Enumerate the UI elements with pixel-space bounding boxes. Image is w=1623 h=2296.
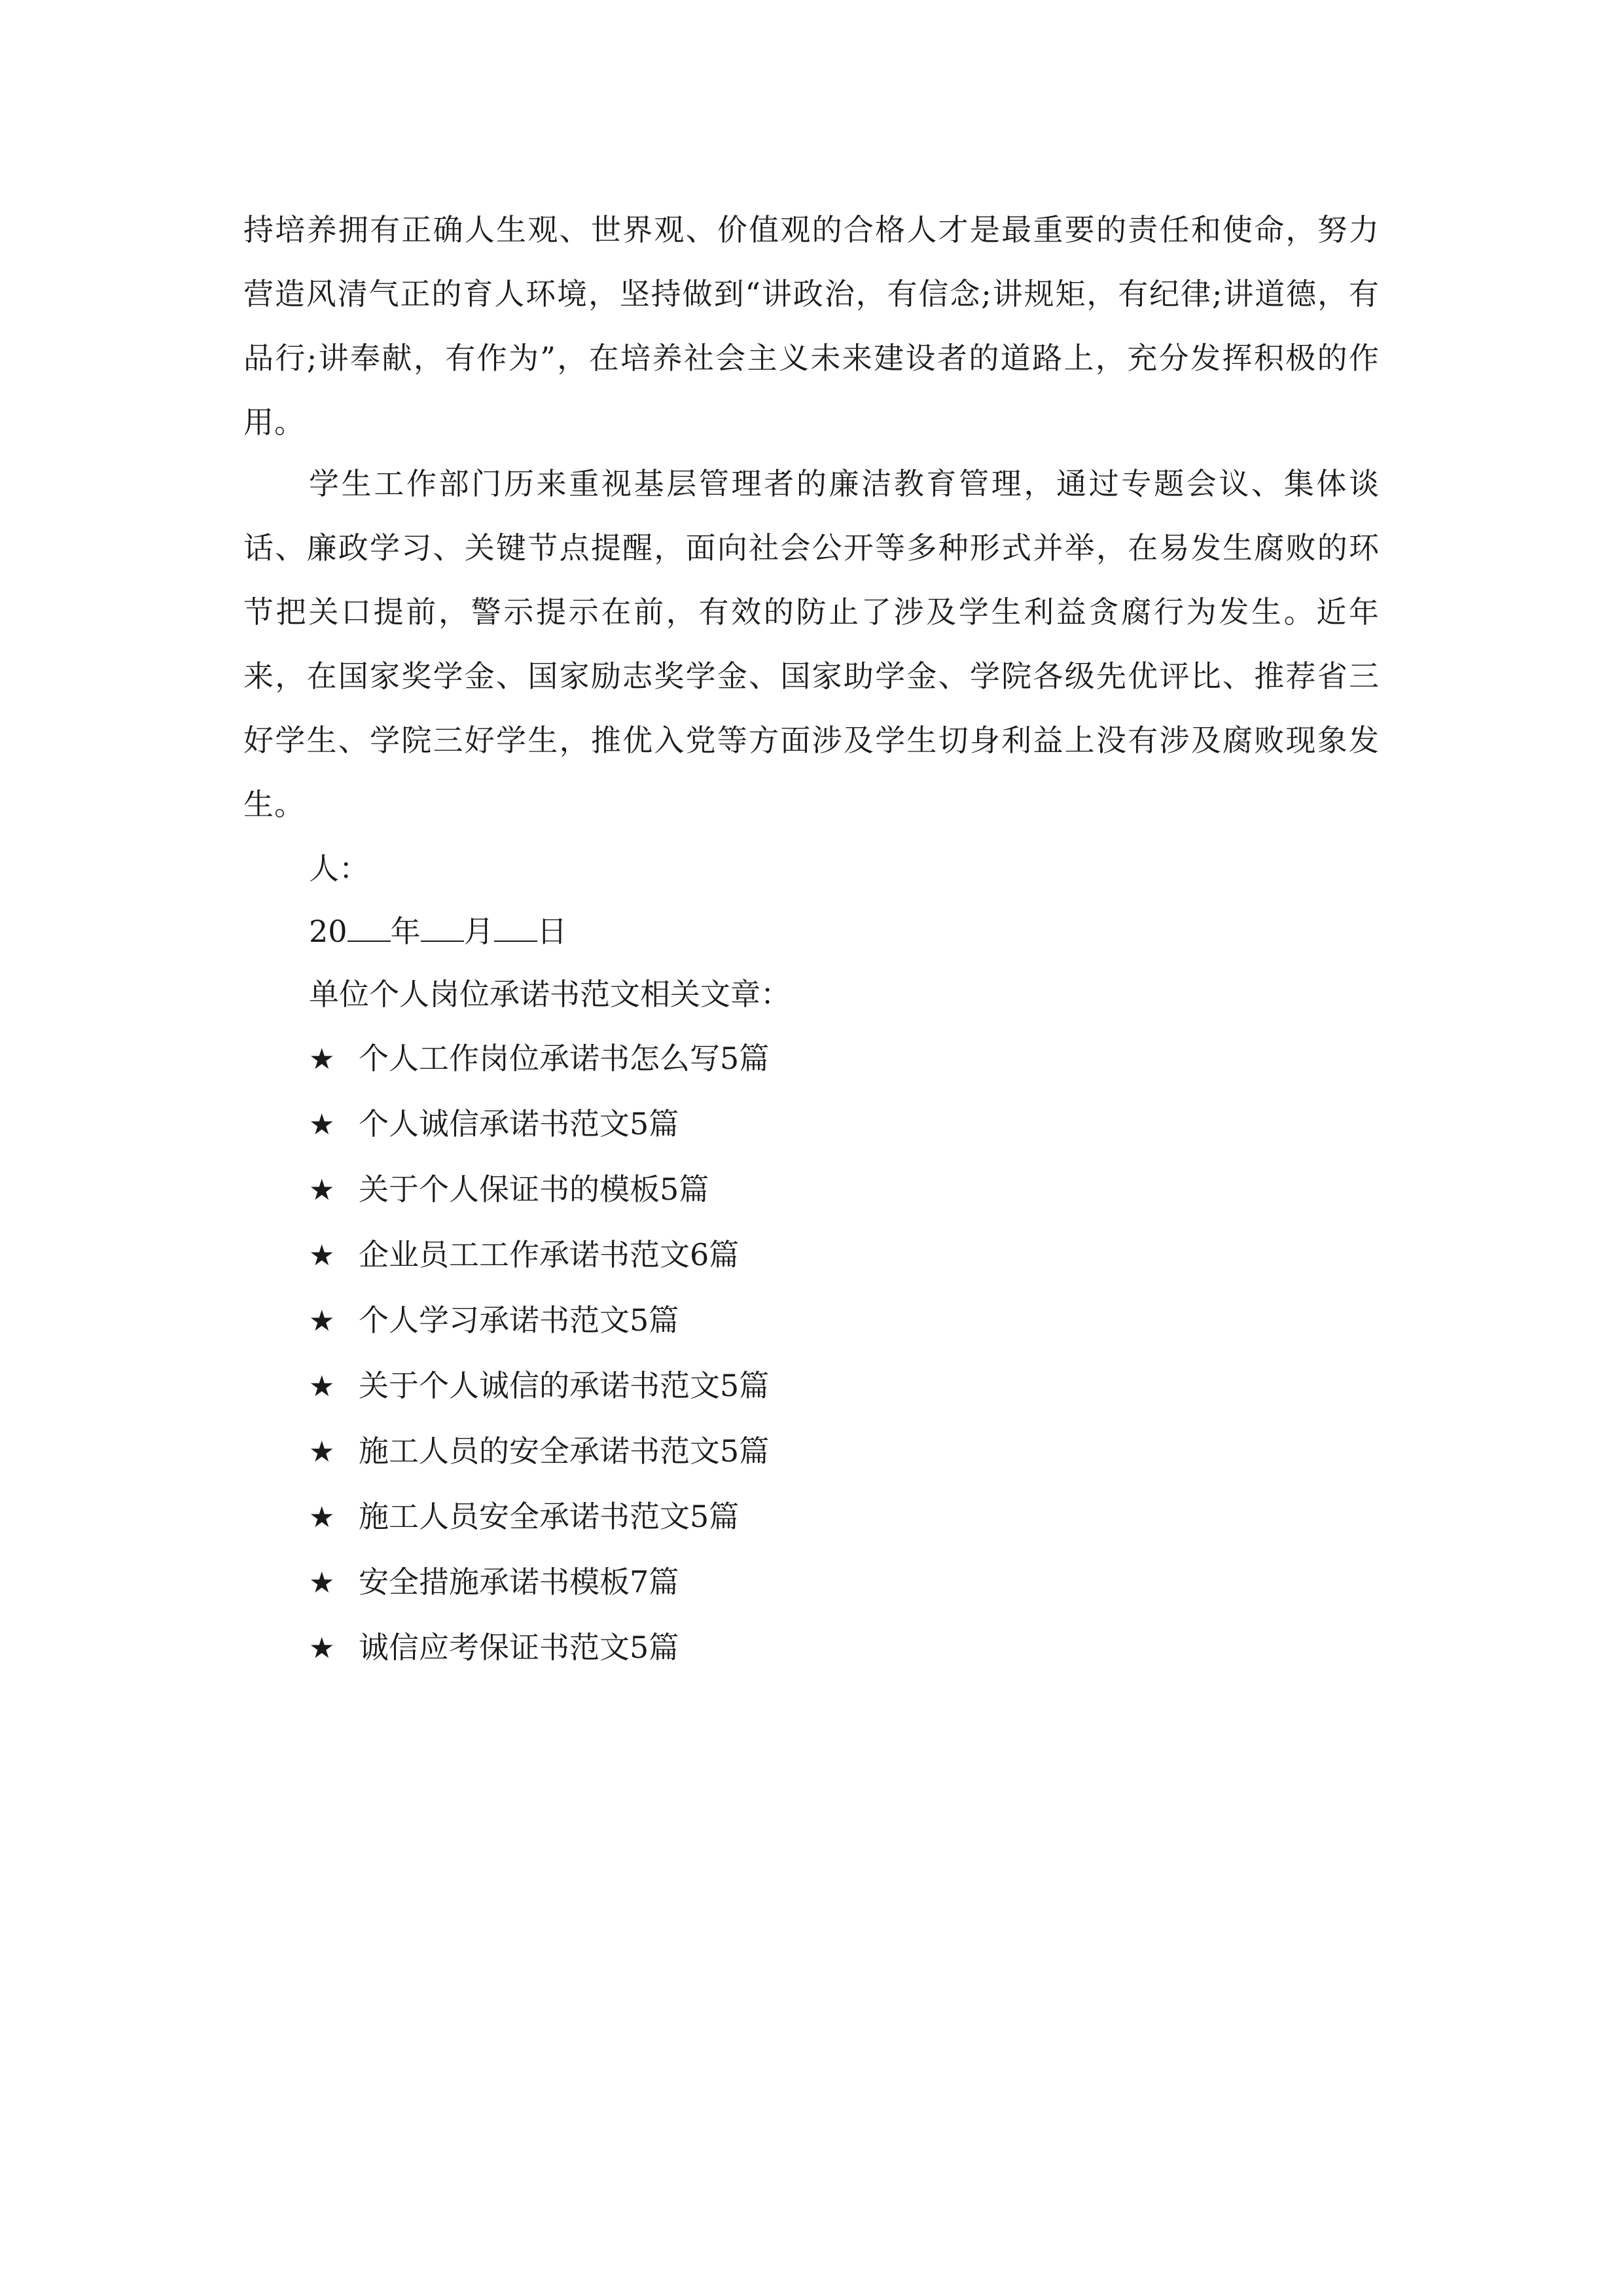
- related-article-item[interactable]: [309, 1288, 769, 1354]
- related-articles-list: [309, 1026, 769, 1681]
- star-icon: ★: [309, 1632, 335, 1665]
- related-article-title[interactable]: 安全措施承诺书模板7篇: [359, 1564, 679, 1600]
- date-month-label: 月: [463, 914, 494, 949]
- related-article-item[interactable]: [309, 1092, 769, 1157]
- related-article-item[interactable]: [309, 1026, 769, 1092]
- date-prefix: 20: [309, 914, 348, 949]
- related-article-title[interactable]: 关于个人诚信的承诺书范文5篇: [359, 1368, 770, 1403]
- star-icon: ★: [309, 1435, 335, 1469]
- related-article-item[interactable]: [309, 1157, 769, 1223]
- date-day-label: 日: [537, 914, 567, 949]
- related-article-item[interactable]: [309, 1550, 769, 1615]
- related-article-title[interactable]: 诚信应考保证书范文5篇: [359, 1630, 679, 1665]
- star-icon: ★: [309, 1501, 335, 1534]
- related-article-item[interactable]: [309, 1354, 769, 1419]
- star-icon: ★: [309, 1174, 335, 1207]
- month-blank[interactable]: [421, 912, 464, 942]
- related-article-title[interactable]: 个人学习承诺书范文5篇: [359, 1302, 679, 1338]
- related-article-item[interactable]: [309, 1484, 769, 1550]
- related-article-title[interactable]: 关于个人保证书的模板5篇: [359, 1172, 709, 1207]
- star-icon: ★: [309, 1304, 335, 1338]
- year-blank[interactable]: [348, 912, 391, 942]
- related-articles-heading: 单位个人岗位承诺书范文相关文章：: [309, 977, 791, 1012]
- signer-line: 人：: [309, 851, 369, 886]
- paragraph-continued: 持培养拥有正确人生观、世界观、价值观的合格人才是最重要的责任和使命，努力营造风清气正的育人环境，坚持做到“讲政治，有信念;讲规矩，有纪律;讲道德，有品行;讲奉献，有作为”，在培养社会主义未来建设者的道路上，充分发挥积极的作用。: [243, 212, 1380, 440]
- related-article-item[interactable]: [309, 1419, 769, 1484]
- star-icon: ★: [309, 1370, 335, 1403]
- related-article-title[interactable]: 企业员工工作承诺书范文6篇: [359, 1237, 740, 1272]
- star-icon: ★: [309, 1239, 335, 1272]
- star-icon: ★: [309, 1108, 335, 1141]
- related-article-title[interactable]: 施工人员的安全承诺书范文5篇: [359, 1433, 770, 1469]
- date-line: [309, 899, 567, 963]
- related-article-title[interactable]: 施工人员安全承诺书范文5篇: [359, 1499, 740, 1534]
- day-blank[interactable]: [494, 912, 537, 942]
- related-article-item[interactable]: [309, 1223, 769, 1288]
- star-icon: ★: [309, 1043, 335, 1076]
- related-article-item[interactable]: [309, 1615, 769, 1681]
- star-icon: ★: [309, 1566, 335, 1600]
- related-article-title[interactable]: 个人工作岗位承诺书怎么写5篇: [359, 1041, 770, 1076]
- paragraph-student-work: 学生工作部门历来重视基层管理者的廉洁教育管理，通过专题会议、集体谈话、廉政学习、关键节点提醒，面向社会公开等多种形式并举，在易发生腐败的环节把关口提前，警示提示在前，有效的防止了涉及学生利益贪腐行为发生。近年来，在国家奖学金、国家励志奖学金、国家助学金、学院各级先优评比、推荐省三好学生、学院三好学生，推优入党等方面涉及学生切身利益上没有涉及腐败现象发生。: [243, 466, 1380, 822]
- date-year-label: 年: [390, 914, 421, 949]
- related-article-title[interactable]: 个人诚信承诺书范文5篇: [359, 1106, 679, 1141]
